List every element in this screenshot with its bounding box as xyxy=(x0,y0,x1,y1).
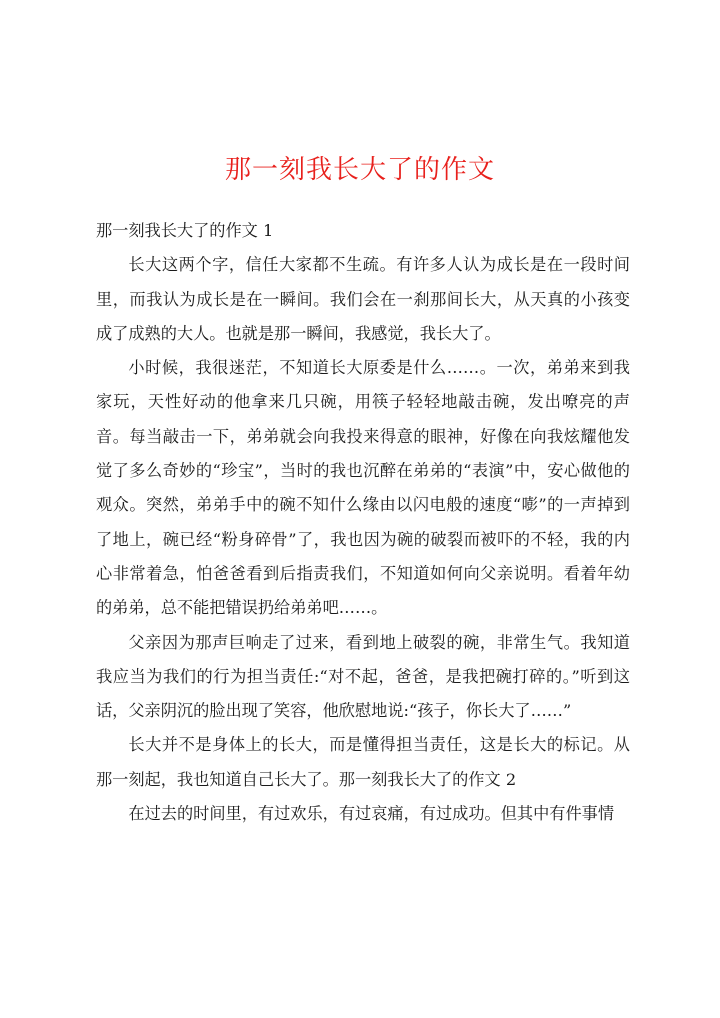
paragraph-1: 长大这两个字，信任大家都不生疏。有许多人认为成长是在一段时间里，而我认为成长是在一瞬间。我们会在一刹那间长大，从天真的小孩变成了成熟的大人。也就是那一瞬间，我感觉，我长大了。 xyxy=(96,255,630,343)
document-title: 那一刻我长大了的作文 xyxy=(224,155,495,185)
document-body xyxy=(96,214,630,831)
essay-heading: 那一刻我长大了的作文 1 xyxy=(96,221,274,240)
paragraph-3: 父亲因为那声巨响走了过来，看到地上破裂的碗，非常生气。我知道我应当为我们的行为担当责任:“对不起，爸爸，是我把碗打碎的。”听到这话，父亲阴沉的脸出现了笑容，他欣慰地说:“孩子，你长大了……” xyxy=(96,632,630,721)
paragraph-2: 小时候，我很迷茫，不知道长大原委是什么……。一次，弟弟来到我家玩，天性好动的他拿来几只碗，用筷子轻轻地敲击碗，发出嘹亮的声音。每当敲击一下，弟弟就会向我投来得意的眼神，好像在向我炫耀他发觉了多么奇妙的“珍宝”，当时的我也沉醉在弟弟的“表演”中，安心做他的观众。突然，弟弟手中的碗不知什么缘由以闪电般的速度“嘭”的一声掉到了地上，碗已经“粉身碎骨”了，我也因为碗的破裂而被吓的不轻，我的内心非常着急，怕爸爸看到后指责我们，不知道如何向父亲说明。看着年幼的弟弟，总不能把错误扔给弟弟吧……。 xyxy=(96,358,630,618)
paragraph-4: 长大并不是身体上的长大，而是懂得担当责任，这是长大的标记。从那一刻起，我也知道自己长大了。那一刻我长大了的作文 2 xyxy=(96,735,630,789)
paragraph-5: 在过去的时间里，有过欢乐，有过哀痛，有过成功。但其中有件事情 xyxy=(128,804,615,824)
